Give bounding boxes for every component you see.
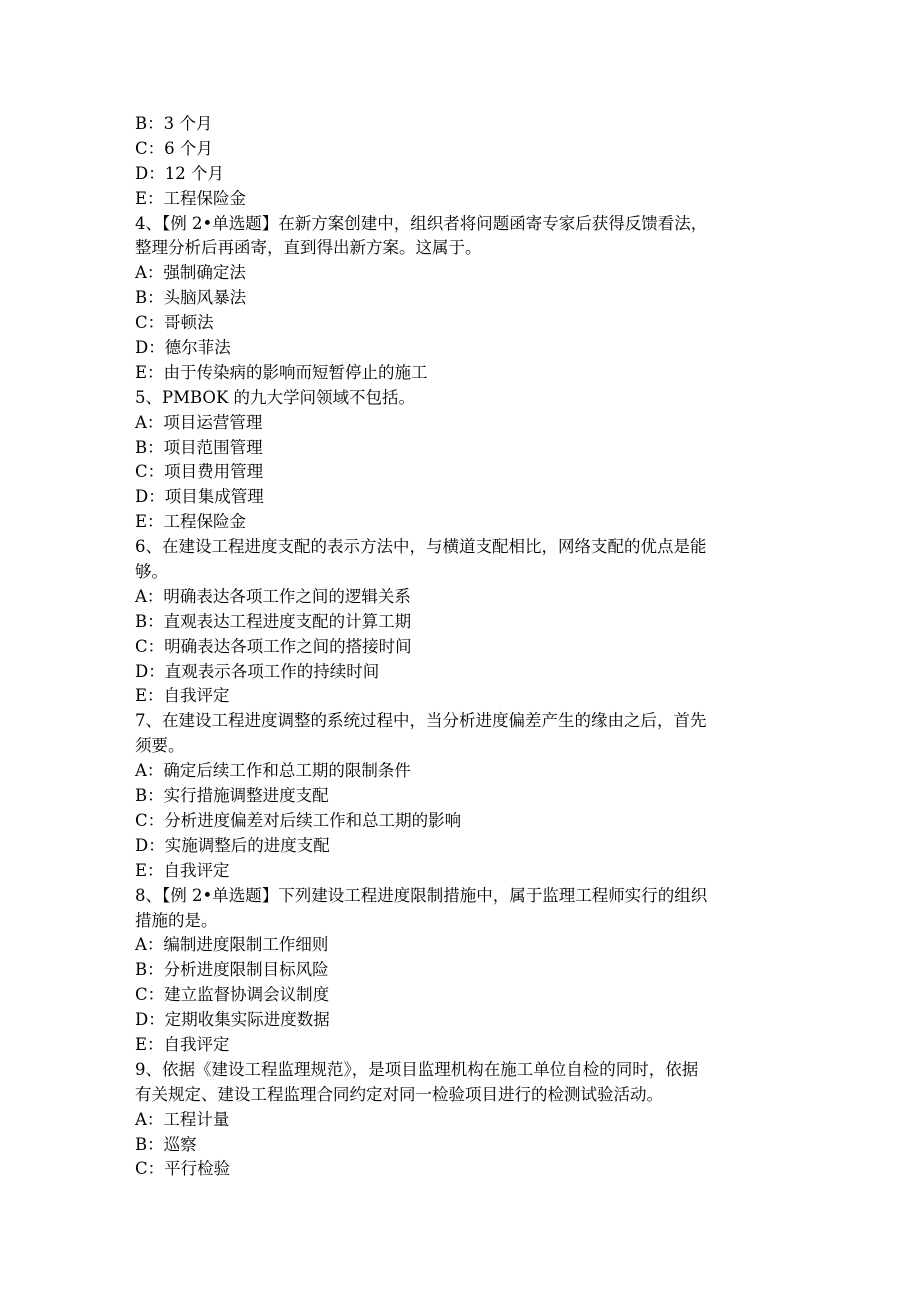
question-6-line-2: 够。 xyxy=(135,562,168,582)
q7-option-a: A：确定后续工作和总工期的限制条件 xyxy=(135,761,411,781)
q8-option-e: E：自我评定 xyxy=(135,1034,230,1054)
q4-option-c: C：哥顿法 xyxy=(135,313,214,333)
q4-option-a: A：强制确定法 xyxy=(135,263,246,283)
q6-option-a: A：明确表达各项工作之间的逻辑关系 xyxy=(135,586,411,606)
q6-option-d: D：直观表示各项工作的持续时间 xyxy=(135,661,380,681)
q7-option-e: E：自我评定 xyxy=(135,860,230,880)
q6-option-e: E：自我评定 xyxy=(135,686,230,706)
q4-option-b: B：头脑风暴法 xyxy=(135,288,247,308)
q5-option-b: B：项目范围管理 xyxy=(135,437,263,457)
question-8-line-2: 措施的是。 xyxy=(135,910,218,930)
q5-option-a: A：项目运营管理 xyxy=(135,412,263,432)
question-5-line-1: 5、PMBOK 的九大学问领域不包括。 xyxy=(135,387,416,407)
q9-option-b: B：巡察 xyxy=(135,1134,197,1154)
question-4-line-1: 4、【例 2•单选题】在新方案创建中，组织者将问题函寄专家后获得反馈看法， xyxy=(135,213,708,233)
q4-option-e: E：由于传染病的影响而短暂停止的施工 xyxy=(135,362,428,382)
q6-option-b: B：直观表达工程进度支配的计算工期 xyxy=(135,611,412,631)
q9-option-c: C：平行检验 xyxy=(135,1159,231,1179)
option-d-prev: D：12 个月 xyxy=(135,163,224,183)
q5-option-c: C：项目费用管理 xyxy=(135,462,264,482)
q8-option-c: C：建立监督协调会议制度 xyxy=(135,985,330,1005)
q6-option-c: C：明确表达各项工作之间的搭接时间 xyxy=(135,636,412,656)
option-b-prev: B：3 个月 xyxy=(135,114,213,133)
q7-option-d: D：实施调整后的进度支配 xyxy=(135,835,330,855)
q8-option-d: D：定期收集实际进度数据 xyxy=(135,1010,330,1030)
q5-option-d: D：项目集成管理 xyxy=(135,487,264,507)
question-4-line-2: 整理分析后再函寄，直到得出新方案。这属于。 xyxy=(135,238,482,258)
q8-option-a: A：编制进度限制工作细则 xyxy=(135,935,329,955)
question-7-line-1: 7、在建设工程进度调整的系统过程中，当分析进度偏差产生的缘由之后，首先 xyxy=(135,711,707,731)
option-c-prev: C：6 个月 xyxy=(135,138,213,158)
q8-option-b: B：分析进度限制目标风险 xyxy=(135,960,329,980)
q5-option-e: E：工程保险金 xyxy=(135,512,247,532)
q9-option-a: A：工程计量 xyxy=(135,1109,230,1129)
option-e-prev: E：工程保险金 xyxy=(135,188,247,208)
question-9-line-1: 9、依据《建设工程监理规范》，是项目监理机构在施工单位自检的同时，依据 xyxy=(135,1059,699,1079)
question-6-line-1: 6、在建设工程进度支配的表示方法中，与横道支配相比，网络支配的优点是能 xyxy=(135,537,707,557)
question-8-line-1: 8、【例 2•单选题】下列建设工程进度限制措施中，属于监理工程师实行的组织 xyxy=(135,885,708,905)
document-body xyxy=(135,112,785,1182)
question-7-line-2: 须要。 xyxy=(135,736,185,756)
q4-option-d: D：德尔菲法 xyxy=(135,338,231,358)
question-9-line-2: 有关规定、建设工程监理合同约定对同一检验项目进行的检测试验活动。 xyxy=(135,1084,663,1104)
q7-option-c: C：分析进度偏差对后续工作和总工期的影响 xyxy=(135,810,462,830)
q7-option-b: B：实行措施调整进度支配 xyxy=(135,786,329,806)
